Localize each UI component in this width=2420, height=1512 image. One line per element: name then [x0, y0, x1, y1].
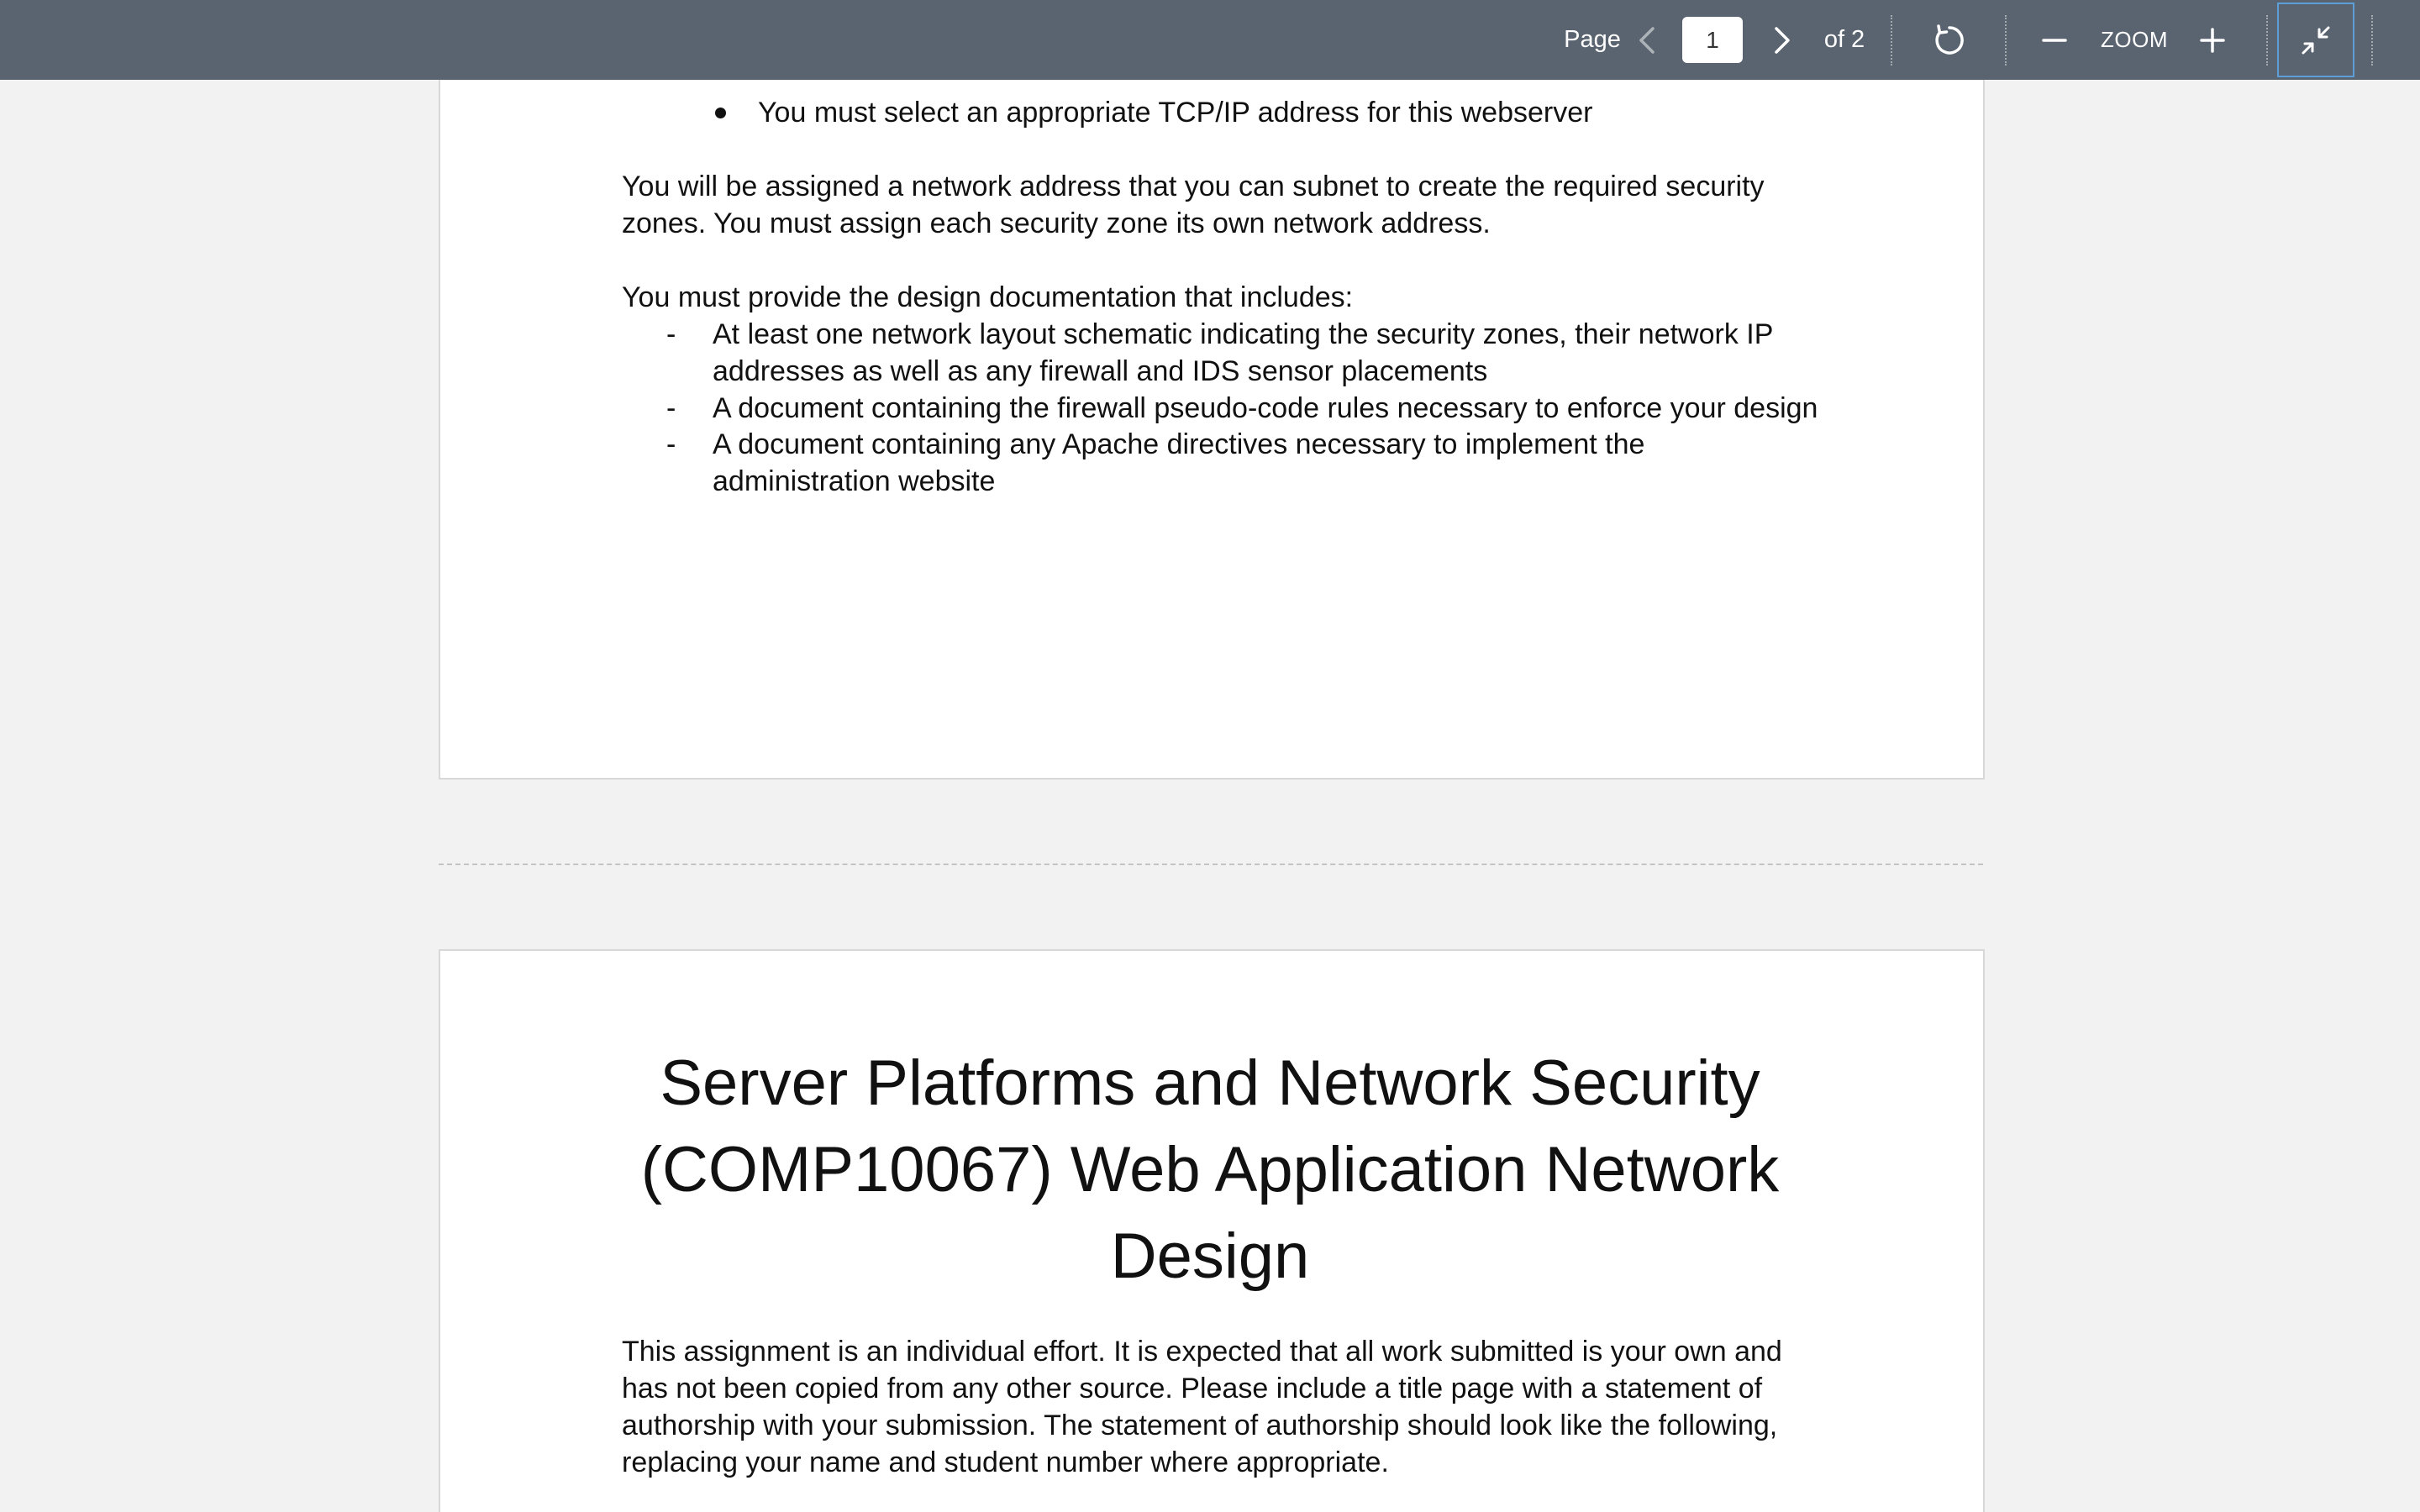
dash-marker: -: [666, 428, 676, 460]
paragraph-intro: You must provide the design documentation that includes:: [622, 281, 1354, 313]
paragraph-line: authorship with your submission. The statement of authorship should look like the following,: [622, 1410, 1778, 1441]
chevron-left-icon[interactable]: [1626, 0, 1668, 80]
dash-item-line: A document containing the firewall pseudo-code rules necessary to enforce your design: [713, 392, 1818, 424]
plus-icon[interactable]: [2191, 0, 2233, 80]
dash-item-line: At least one network layout schematic indicating the security zones, their network IP: [713, 318, 1774, 350]
dash-marker: -: [666, 392, 676, 424]
pdf-toolbar: [0, 0, 2420, 80]
page-total: of 2: [1823, 26, 1865, 53]
dash-item-line: A document containing any Apache directives necessary to implement the: [713, 428, 1645, 460]
title-line: (COMP10067) Web Application Network: [640, 1134, 1780, 1205]
rotate-icon[interactable]: [1928, 0, 1970, 80]
bullet-item-text: You must select an appropriate TCP/IP address for this webserver: [758, 97, 1593, 129]
minus-icon[interactable]: [2033, 0, 2075, 80]
toolbar-separator: [2005, 15, 2007, 66]
title-line: Server Platforms and Network Security: [660, 1047, 1760, 1119]
document-title: [622, 1040, 1798, 1299]
page-label: Page: [1564, 26, 1621, 53]
exit-fullscreen-icon[interactable]: [2277, 3, 2354, 77]
zoom-label: ZOOM: [2101, 27, 2168, 52]
paragraph-line: has not been copied from any other source. Please include a title page with a statement of: [622, 1373, 1763, 1404]
page-divider: [439, 864, 1983, 865]
paragraph-line: This assignment is an individual effort. It is expected that all work submitted is your own and: [622, 1336, 1782, 1368]
dash-item-line: addresses as well as any firewall and IDS sensor placements: [713, 355, 1488, 387]
page-number-input[interactable]: [1682, 17, 1743, 63]
toolbar-separator: [1891, 15, 1892, 66]
dash-item-line: administration website: [713, 465, 996, 497]
paragraph-line: zones. You must assign each security zone its own network address.: [622, 207, 1491, 239]
bullet-marker: [715, 108, 726, 118]
dash-marker: -: [666, 318, 676, 350]
chevron-right-icon[interactable]: [1761, 0, 1803, 80]
title-line: Design: [1110, 1221, 1310, 1292]
paragraph-line: You will be assigned a network address that you can subnet to create the required security: [622, 171, 1765, 202]
toolbar-separator: [2371, 15, 2373, 66]
paragraph-line: replacing your name and student number where appropriate.: [622, 1446, 1389, 1478]
toolbar-separator: [2266, 15, 2268, 66]
